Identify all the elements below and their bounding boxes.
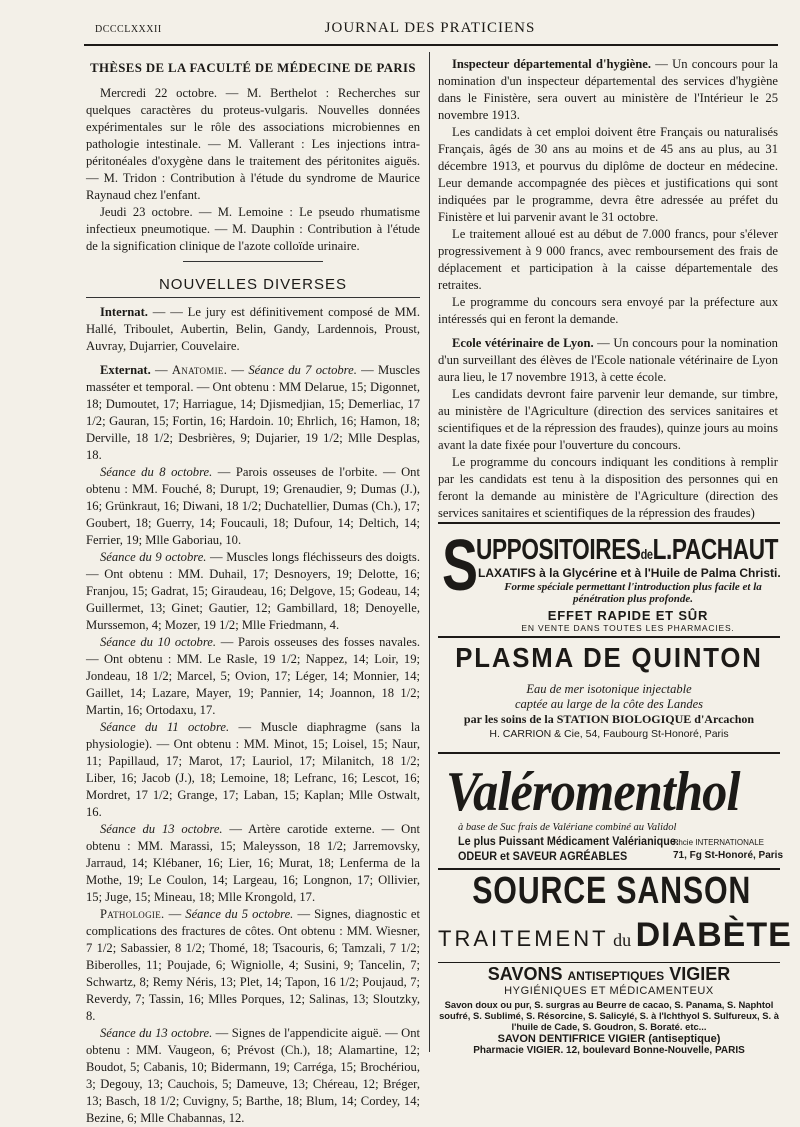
left-column (86, 56, 420, 1127)
ad-quinton (438, 642, 780, 742)
ad-title: Valéromenthol (446, 761, 740, 823)
section-divider (183, 261, 323, 262)
ad-title: SOURCE SANSON (472, 870, 752, 912)
section-divider (86, 297, 420, 298)
ad-pachaut (438, 528, 780, 632)
ad-title: PLASMA DE QUINTON (455, 642, 763, 673)
news-lead: Inspecteur départemental d'hygiène. (452, 57, 651, 71)
ad-line: HYGIÉNIQUES ET MÉDICAMENTEUX (504, 985, 714, 997)
news-lead: Internat. (100, 305, 148, 319)
news-paragraph: Le traitement alloué est au début de 7.000 francs, pour s'élever progressivement à 9 000 francs, avec remboursement des frais de déplacement et participation à la caisse départementale des retraites. (438, 227, 778, 292)
ad-rule (438, 636, 780, 638)
header-rule (84, 44, 778, 46)
ad-title: SAVONS ANTISEPTIQUES VIGIER (487, 964, 731, 984)
news-paragraph: Le programme du concours sera envoyé par la préfecture aux intéressés qui en feront la demande. (438, 295, 778, 326)
pathologie-paragraph: Pathologie. — Séance du 5 octobre. — Signes, diagnostic et complications des fractures de côtes. Ont obtenu : MM. Wiesner, 7 1/2; Sabassier, 8 1/2; Thomé, 18; Tsacouris, 6; Tamzali, 7 1/2; Biberolles, 11; Poujade, 6; Wigniolle, 4; Susini, 9; Tancelin, 7; Schwartz, 8; Remy Néris, 13; Plet, 14; Tapon, 16 1/2; Poujaud, 7; Reverdy, 7; Tassin, 16; Mlles Porques, 12; Salinas, 13; Sloutzky, 8. (86, 907, 420, 1023)
ad-line: H. CARRION & Cie, 54, Faubourg St-Honoré, Paris (489, 728, 729, 740)
seance-paragraph: Séance du 9 octobre. — Muscles longs fléchisseurs des doigts. — Ont obtenu : MM. Duhail, 17; Desnoyers, 19; Delotte, 16; Franjou, 15; Gadrat, 15; Giraudeau, 16; Delgove, 15; Godeau, 14; Guillermet, 13; Ginet; Gautier, 12; Gambillard, 18; Denoyelle, Murssemon, 4; Mozer, 19 1/2; Mlle Friedmann, 4. (86, 550, 420, 632)
running-header (80, 18, 780, 40)
ad-vigier (438, 964, 780, 1054)
ad-rule (438, 962, 780, 963)
ad-line: ODEUR et SAVEUR AGRÉABLES (458, 849, 628, 863)
ad-rule (438, 522, 780, 524)
page-folio: DCCCLXXXII (95, 24, 162, 35)
news-item-internat: Internat. — — Le jury est définitivement composé de MM. Hallé, Triboulet, Aubertin, Belin, Gandy, Lardennois, Proust, Auvray, Dujarrier, Couvelaire. (86, 305, 420, 353)
ad-title: UPPOSITOIRESdeL.PACHAUT (476, 534, 779, 566)
seance-paragraph: Séance du 13 octobre. — Artère carotide externe. — Ont obtenu : MM. Marassi, 15; Maleysson, 18 1/2; Jarremovsky, Jarraud, 14; Klébaner, 16; Lier, 16; Murat, 18; Lenferma de la Mothe, 19; Le Coulon, 14; Largeau, 16; Longnon, 17; Ollivier, 15; Juge, 15; Mineau, 18; Mlle Krongold, 17. (86, 822, 420, 904)
news-lead: Externat. (100, 363, 151, 377)
news-item-externat: Externat. — Anatomie. — Séance du 7 octobre. — Muscles masséter et temporal. — Ont obtenu : MM Delarue, 15; Digonnet, 18; Dumoutet, 17; Harriague, 14; Djismedjian, 15; Demerliac, 17 1/2; Gauran, 15; Fortin, 16; Hardoin. 10; Ehrlich, 16; Hamon, 18; Derville, 18 1/2; Desbrières, 9; Dujarier, 19 1/2; Mlle Desplas, 18. (86, 363, 420, 462)
journal-title: JOURNAL DES PRATICIENS (324, 20, 536, 36)
news-item-ecole: Ecole vétérinaire de Lyon. — Un concours pour la nomination d'un surveillant des élèves de l'Ecole nationale vétérinaire de Lyon aura lieu, le 17 novembre 1913, à cette école. (438, 336, 778, 384)
ad-line: Phcie INTERNATIONALE (673, 838, 764, 847)
news-item-inspecteur: Inspecteur départemental d'hygiène. — Un concours pour la nomination d'un inspecteur départemental des services d'hygiène dans le Finistère, sera ouvert au ministère de l'Intérieur le 25 novembre 1913. (438, 57, 778, 122)
subject-label: Anatomie. (171, 363, 228, 377)
news-paragraph: Le programme du concours indiquant les conditions à remplir par les candidats est tenu à la disposition des personnes qui en feront la demande au ministère de l'Agriculture (direction des services sanitaires et scientifiques de la répression des fraudes) (438, 455, 778, 520)
news-paragraph: Les candidats à cet emploi doivent être Français ou naturalisés Français, âgés de 30 ans au moins et de 45 ans au plus, au 31 décembre 1913, et pourvus du diplôme de docteur en médecine. Leur demande accompagnée des pièces et justifications qui sont indiquées par le programme, devra être adressée au préfet du Finistère et lui parvenir avant le 31 octobre. (438, 125, 778, 224)
ad-line: LAXATIFS à la Glycérine et à l'Huile de Palma Christi. (478, 566, 781, 580)
ad-initial: S (442, 526, 479, 606)
ad-line: Le plus Puissant Médicament Valérianique. (458, 834, 679, 848)
ad-line: à base de Suc frais de Valériane combiné au Validol (458, 822, 677, 833)
theses-paragraph: Jeudi 23 octobre. — M. Lemoine : Le pseudo rhumatisme infectieux pneumotique. — M. Dauphin : Contribution à l'étude de la signification clinique de l'azote colloïde urinaire. (86, 205, 420, 253)
ad-line: captée au large de la côte des Landes (514, 697, 704, 711)
news-lead: Ecole vétérinaire de Lyon. (452, 336, 594, 350)
ad-line: EN VENTE DANS TOUTES LES PHARMACIES. (521, 623, 735, 633)
ad-line: par les soins de la STATION BIOLOGIQUE d'Arcachon (463, 712, 755, 726)
ad-line: Eau de mer isotonique injectable (526, 682, 692, 696)
ad-line: Pharmacie VIGIER. 12, boulevard Bonne-Nouvelle, PARIS (473, 1045, 745, 1056)
ad-line: EFFET RAPIDE ET SÛR (547, 608, 709, 623)
theses-paragraph: Mercredi 22 octobre. — M. Berthelot : Recherches sur quelques caractères du proteus-vulgaris. Nouvelles données expérimentales sur le rôle des associations microbiennes en pathologie intestinale. — M. Vallerant : Les injections intra-péritonéales d'oxygène dans le traitement des péritonites aiguës. — M. Tridon : Contribution à l'étude du syndrome de Maurice Raynaud chez l'enfant. (86, 86, 420, 202)
right-column (438, 56, 778, 522)
ad-line: TRAITEMENT du DIABÈTE (438, 916, 792, 954)
column-divider (429, 52, 430, 1052)
theses-title: THÈSES DE LA FACULTÉ DE MÉDECINE DE PARIS (90, 61, 416, 75)
seance-paragraph: Séance du 10 octobre. — Parois osseuses des fosses navales. — Ont obtenu : MM. Le Rasle, 19 1/2; Nappez, 14; Loir, 19; Jondeau, 18 1/2; Marcel, 5; Ovion, 17; Léger, 14; Monnier, 14; Gaillet, 14; Lazare, Mayer, 19; Pannier, 14; Joannon, 18 1/2; Martin, 16; Ortodaxu, 17. (86, 635, 421, 717)
seance-paragraph: Séance du 13 octobre. — Signes de l'appendicite aiguë. — Ont obtenu : MM. Vaugeon, 6; Prévost (Ch.), 18; Alamartine, 12; Boudot, 5; Cabanis, 10; Bidermann, 19; Carréga, 15; Brochériou, 3; Degouy, 13; Cauchois, 5; Dameuve, 13; Chéreau, 12; Bréger, 13; Basch, 18 1/2; Cuvigny, 5; Barthe, 18; Blum, 14; Cordey, 14; Bezine, 6; Mlle Chabannas, 12. (86, 1026, 420, 1125)
ad-valeromenthol (438, 761, 784, 866)
ad-rule (438, 752, 780, 754)
seance-paragraph: Séance du 8 octobre. — Parois osseuses de l'orbite. — Ont obtenu : MM. Fouché, 8; Durupt, 19; Grenaudier, 9; Dumas (J.), 16; Grünkraut, 16; Diwani, 18 1/2; Duchatellier, Dumas (Ch.), 17; Goubert, 18; Guerry, 14; Foucauli, 18; Dufour, 14; Deltich, 14; Ferrier, 19; Mlle Gaboriau, 10. (86, 465, 420, 547)
news-paragraph: Les candidats devront faire parvenir leur demande, sur timbre, au ministère de l'Agriculture (direction des services sanitaires et scientifiques et de la répression des fraudes), quinze jours au moins avant la date fixée pour l'ouverture du concours. (438, 387, 778, 452)
subject-label: Pathologie. (100, 907, 165, 921)
ad-line: 71, Fg St-Honoré, Paris (673, 850, 784, 861)
news-title: NOUVELLES DIVERSES (158, 276, 348, 293)
ad-line: Savon doux ou pur, S. surgras au Beurre de cacao, S. Panama, S. Naphtol soufré, S. Sublimé, S. Résorcine, S. Salicylé, S. à l'Ichthyol S. Sulfureux, S. à l'huile de Cade, S. Goudron, S. Boraté. etc... (439, 999, 779, 1032)
ad-line: SAVON DENTIFRICE VIGIER (antiseptique) (497, 1033, 721, 1045)
ad-sanson (438, 870, 792, 962)
ad-line: Forme spéciale permettant l'introduction plus facile et la pénétration plus profonde. (504, 581, 762, 605)
seance-paragraph: Séance du 11 octobre. — Muscle diaphragme (sans la physiologie). — Ont obtenu : MM. Minot, 15; Loisel, 15; Naur, 11; Papillaud, 17; Marot, 17; Lauriol, 17; Milanitch, 18 1/2; Liber, 16; Jacob (J.), 18; Lemoine, 18; Lefranc, 16; Lescot, 16; Mordret, 17 1/2; Grange, 17; Laban, 15; Kaplan; Mlle Ostwalt, 16. (86, 720, 421, 819)
